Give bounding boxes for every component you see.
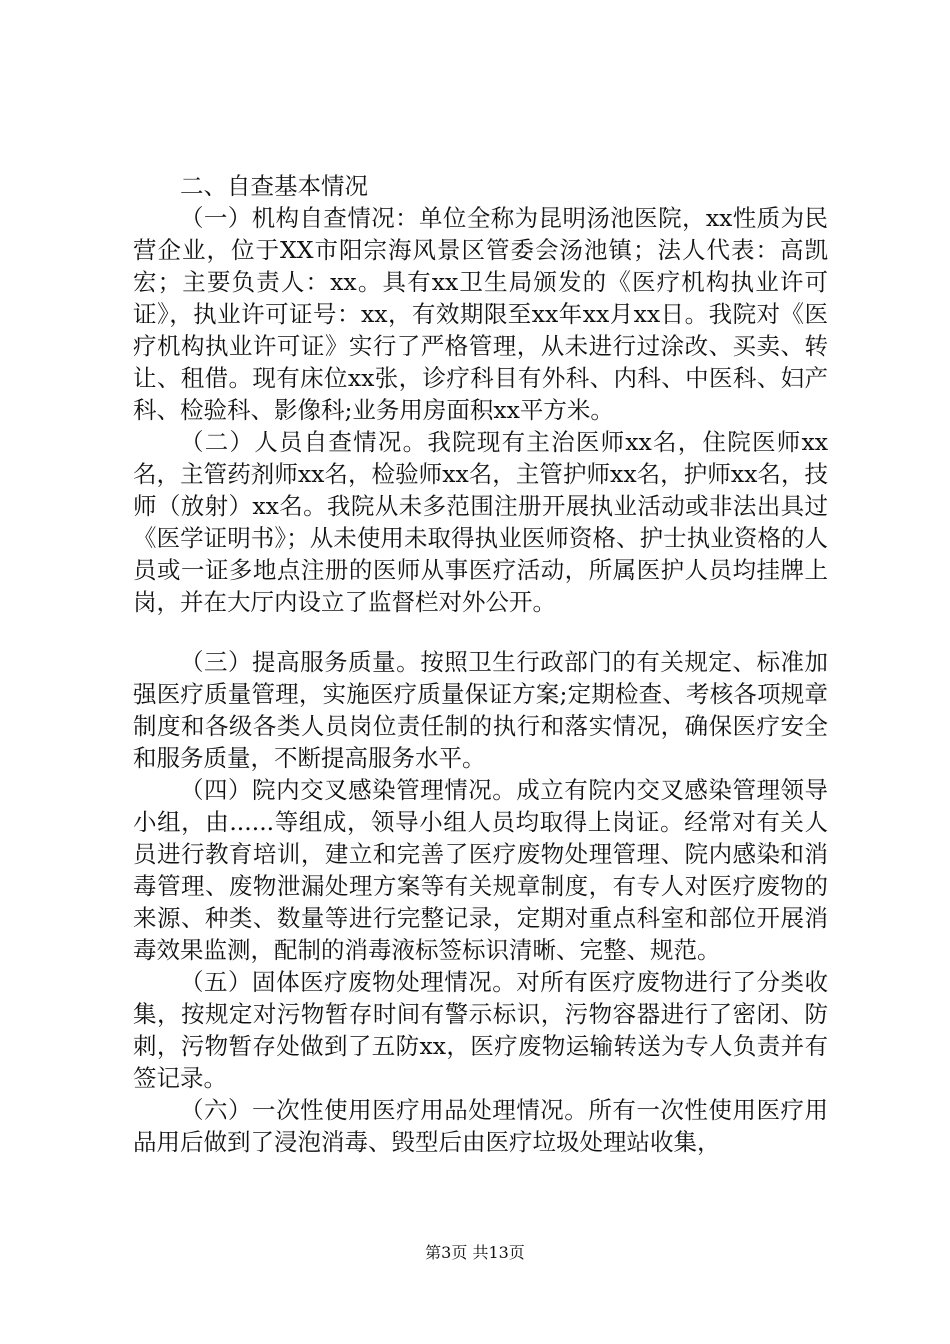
- page-number-footer: 第3页 共13页: [425, 1243, 525, 1262]
- document-body: [133, 170, 828, 1158]
- paragraph-service-quality: （三）提高服务质量。按照卫生行政部门的有关规定、标准加强医疗质量管理，实施医疗质量保证方案;定期检查、考核各项规章制度和各级各类人员岗位责任制的执行和落实情况，确保医疗安全和服务质量，不断提高服务水平。: [133, 648, 828, 772]
- paragraph-disposable-supplies: （六）一次性使用医疗用品处理情况。所有一次性使用医疗用品用后做到了浸泡消毒、毁型后由医疗垃圾处理站收集，: [133, 1096, 828, 1156]
- section-heading: 二、自查基本情况: [180, 172, 368, 200]
- paragraph-solid-waste: （五）固体医疗废物处理情况。对所有医疗废物进行了分类收集，按规定对污物暂存时间有警示标识，污物容器进行了密闭、防刺，污物暂存处做到了五防xx，医疗废物运输转送为专人负责并有签记录。: [133, 968, 828, 1092]
- paragraph-institution-check: （一）机构自查情况：单位全称为昆明汤池医院，xx性质为民营企业，位于XX市阳宗海风景区管委会汤池镇；法人代表：高凯宏；主要负责人：xx。具有xx卫生局颁发的《医疗机构执业许可证》，执业许可证号：xx，有效期限至xx年xx月xx日。我院对《医疗机构执业许可证》实行了严格管理，从未进行过涂改、买卖、转让、租借。现有床位xx张，诊疗科目有外科、内科、中医科、妇产科、检验科、影像科;业务用房面积xx平方米。: [133, 204, 828, 424]
- paragraph-personnel-check: （二）人员自查情况。我院现有主治医师xx名，住院医师xx名，主管药剂师xx名，检验师xx名，主管护师xx名，护师xx名，技师（放射）xx名。我院从未多范围注册开展执业活动或非法出具过《医学证明书》；从未使用未取得执业医师资格、护士执业资格的人员或一证多地点注册的医师从事医疗活动，所属医护人员均挂牌上岗，并在大厅内设立了监督栏对外公开。: [133, 428, 828, 616]
- paragraph-infection-control: （四）院内交叉感染管理情况。成立有院内交叉感染管理领导小组，由......等组成，领导小组人员均取得上岗证。经常对有关人员进行教育培训，建立和完善了医疗废物处理管理、院内感染和消毒管理、废物泄漏处理方案等有关规章制度，有专人对医疗废物的来源、种类、数量等进行完整记录，定期对重点科室和部位开展消毒效果监测，配制的消毒液标签标识清晰、完整、规范。: [133, 776, 828, 964]
